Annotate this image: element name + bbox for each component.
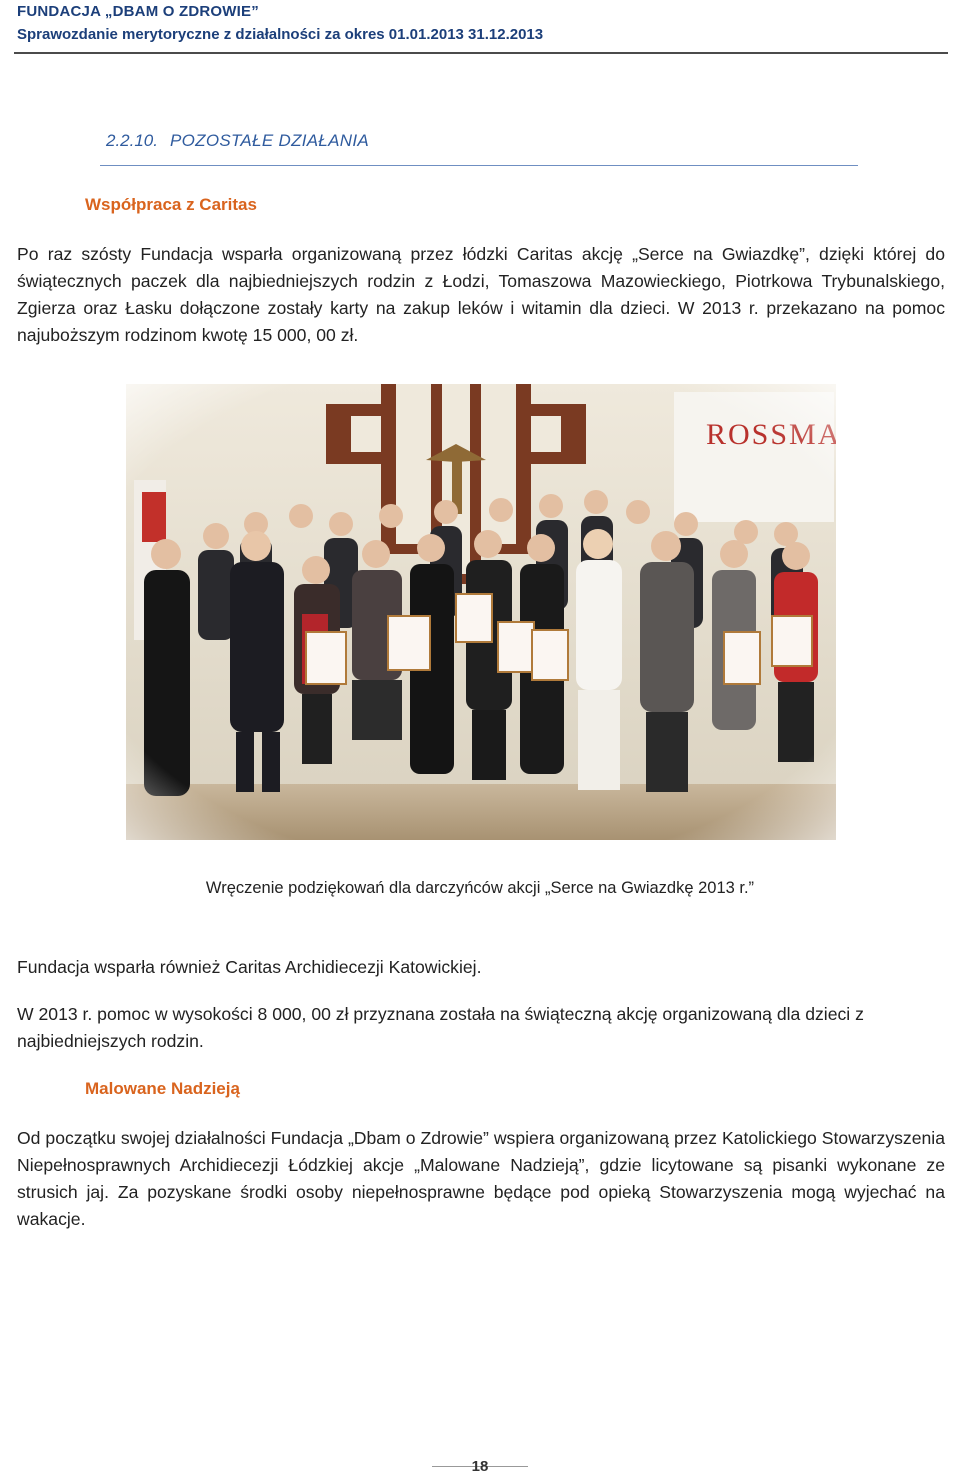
page-number: 18 <box>471 1458 489 1475</box>
report-title: Sprawozdanie merytoryczne z działalności za okres 01.01.2013 31.12.2013 <box>17 26 544 43</box>
page-header <box>17 2 543 44</box>
caritas-paragraph-3: W 2013 r. pomoc w wysokości 8 000, 00 zł przyznana została na świąteczną akcję organizowaną dla dzieci z najbiedniejszych rodzin. <box>17 1004 864 1051</box>
caritas-heading: Współpraca z Caritas <box>85 195 257 214</box>
photo-caption: Wręczenie podziękowań dla darczyńców akcji „Serce na Gwiazdkę 2013 r.” <box>205 879 755 897</box>
section-heading <box>106 131 369 151</box>
section-divider <box>100 165 858 166</box>
section-number: 2.2.10. <box>106 131 158 150</box>
caritas-paragraph-2: Fundacja wsparła również Caritas Archidiecezji Katowickiej. <box>17 957 482 977</box>
section-title: POZOSTAŁE DZIAŁANIA <box>170 131 370 150</box>
malowane-heading: Malowane Nadzieją <box>85 1079 240 1098</box>
header-divider <box>14 52 948 54</box>
organization-name: FUNDACJA „DBAM O ZDROWIE” <box>17 3 259 20</box>
caritas-paragraph-1: Po raz szósty Fundacja wsparła organizowaną przez łódzki Caritas akcję „Serce na Gwiazdkę”, dzięki której do świątecznych paczek dla najbiedniejszych rodzin z Łodzi, Tomaszowa Mazowieckiego, Piotrkowa Trybunalskiego, Zgierza oraz Łasku dołączone zostały karty na zakup leków i witamin dla dzieci. W 2013 r. przekazano na pomoc najuboższym rodzinom kwotę 15 000, 00 zł. <box>17 244 945 345</box>
malowane-paragraph: Od początku swojej działalności Fundacja „Dbam o Zdrowie” wspiera organizowaną przez Katolickiego Stowarzyszenia Niepełnosprawnych Archidiecezji Łódzkiej akcje „Malowane Nadzieją”, gdzie licytowane są pisanki wykonane ze strusich jaj. Za pozyskane środki osoby niepełnosprawne będące pod opieką Stowarzyszenia mogą wyjechać na wakacje. <box>17 1128 945 1229</box>
event-photo <box>126 384 836 840</box>
